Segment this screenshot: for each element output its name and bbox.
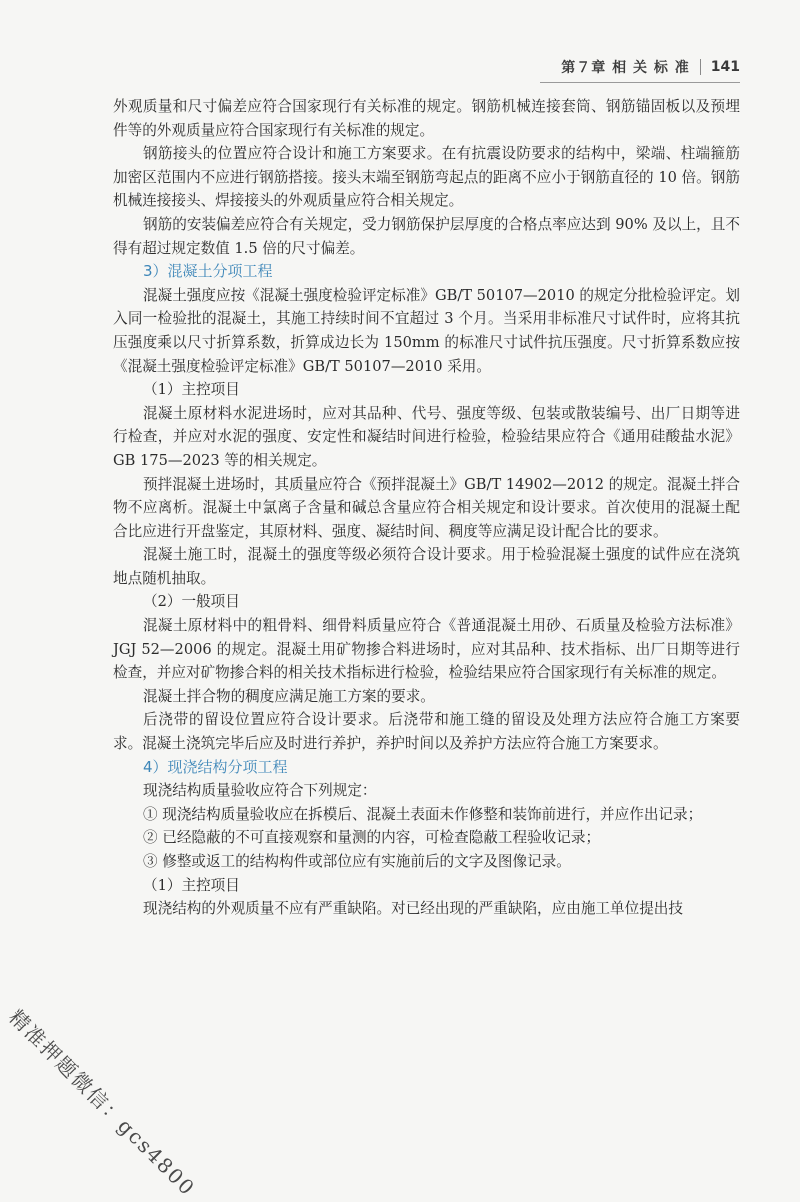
body-paragraph: 现浇结构的外观质量不应有严重缺陷。对已经出现的严重缺陷，应由施工单位提出技 bbox=[143, 900, 683, 918]
body-paragraph: 钢筋接头的位置应符合设计和施工方案要求。在有抗震设防要求的结构中，梁端、柱端箍筋加密区范围内不应进行钢筋搭接。接头末端至钢筋弯起点的距离不应小于钢筋直径的 10 倍。钢筋机械连接接头、焊接接头的外观质量应符合相关规定。 bbox=[113, 145, 740, 210]
subsection-label: （1）主控项目 bbox=[143, 876, 240, 894]
body-paragraph: ③ 修整或返工的结构构件或部位应有实施前后的文字及图像记录。 bbox=[143, 853, 571, 870]
subsection-label: （1）主控项目 bbox=[143, 381, 240, 399]
body-paragraph: 预拌混凝土进场时，其质量应符合《预拌混凝土》GB/T 14902—2012 的规定。混凝土拌合物不应离析。混凝土中氯离子含量和碱总含量应符合相关规定和设计要求。首次使用的混凝土配合比应进行开盘鉴定，其原材料、强度、凝结时间、稠度等应满足设计配合比的要求。 bbox=[113, 475, 740, 540]
watermark: 精准押题微信：gcs4800 bbox=[4, 1004, 201, 1201]
page-number: 141 bbox=[710, 59, 740, 75]
section-heading: 3）混凝土分项工程 bbox=[143, 262, 273, 281]
chapter-title: 第７章 相 关 标 准 bbox=[561, 60, 690, 76]
body-paragraph: 钢筋的安装偏差应符合有关规定，受力钢筋保护层厚度的合格点率应达到 90% 及以上，且不得有超过规定数值 1.5 倍的尺寸偏差。 bbox=[113, 215, 740, 257]
body-paragraph: ① 现浇结构质量验收应在拆模后、混凝土表面未作修整和装饰前进行，并应作出记录； bbox=[143, 805, 703, 823]
body-paragraph: 混凝土原材料中的粗骨料、细骨料质量应符合《普通混凝土用砂、石质量及检验方法标准》JGJ 52—2006 的规定。混凝土用矿物掺合料进场时，应对其品种、技术指标、出厂日期等进行检查，并应对矿物掺合料的相关技术指标进行检验，检验结果应符合国家现行有关标准的规定。 bbox=[113, 617, 740, 682]
body-paragraph: 混凝土拌合物的稠度应满足施工方案的要求。 bbox=[143, 687, 435, 705]
body-paragraph: ② 已经隐蔽的不可直接观察和量测的内容，可检查隐蔽工程验收记录； bbox=[143, 829, 601, 847]
body-paragraph: 外观质量和尺寸偏差应符合国家现行有关标准的规定。钢筋机械连接套筒、钢筋锚固板以及预埋件等的外观质量应符合国家现行有关标准的规定。 bbox=[113, 98, 740, 139]
body-paragraph: 混凝土原材料水泥进场时，应对其品种、代号、强度等级、包装或散装编号、出厂日期等进行检查，并应对水泥的强度、安定性和凝结时间进行检验，检验结果应符合《通用硅酸盐水泥》GB 175—2023 等的相关规定。 bbox=[113, 404, 740, 469]
body-paragraph: 后浇带的留设位置应符合设计要求。后浇带和施工缝的留设及处理方法应符合施工方案要求。混凝土浇筑完毕后应及时进行养护，养护时间以及养护方法应符合施工方案要求。 bbox=[113, 711, 740, 753]
subsection-label: （2）一般项目 bbox=[143, 593, 240, 611]
body-paragraph: 现浇结构质量验收应符合下列规定： bbox=[143, 782, 377, 800]
page-body bbox=[113, 95, 740, 921]
section-heading: 4）现浇结构分项工程 bbox=[143, 757, 288, 776]
body-paragraph: 混凝土强度应按《混凝土强度检验评定标准》GB/T 50107—2010 的规定分批检验评定。划入同一检验批的混凝土，其施工持续时间不宜超过 3 个月。当采用非标准尺寸试件时，应将其抗压强度乘以尺寸折算系数，折算成边长为 150mm 的标准尺寸试件抗压强度。尺寸折算系数应按《混凝土强度检验评定标准》GB/T 50107—2010 采用。 bbox=[113, 286, 740, 375]
body-paragraph: 混凝土施工时，混凝土的强度等级必须符合设计要求。用于检验混凝土强度的试件应在浇筑地点随机抽取。 bbox=[113, 546, 740, 587]
running-header bbox=[540, 56, 740, 78]
header-rule bbox=[540, 82, 740, 83]
header-divider bbox=[700, 59, 701, 75]
